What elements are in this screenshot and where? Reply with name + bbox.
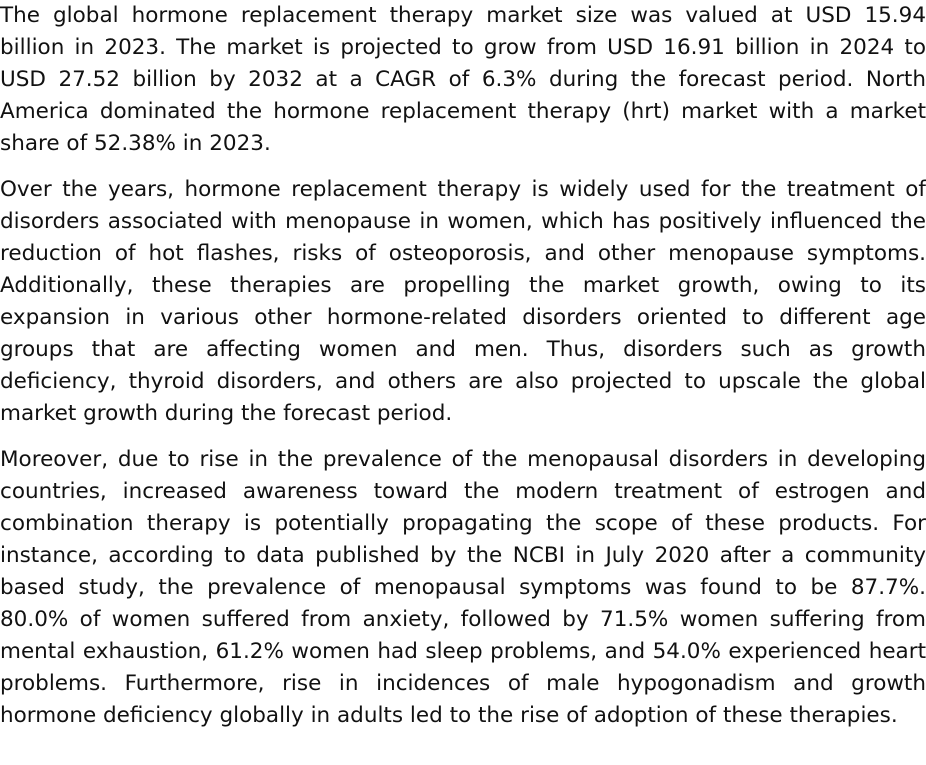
paragraph-prevalence: Moreover, due to rise in the prevalence of the menopausal disorders in developing countries, increased awareness toward the modern treatment of estrogen and combination therapy is potentially propagating the scope of these products. For instance, according to data published by the NCBI in July 2020 after a community based study, the prevalence of menopausal symptoms was found to be 87.7%. 80.0% of women suffered from anxiety, followed by 71.5% women suffering from mental exhaustion, 61.2% women had sleep problems, and 54.0% experienced heart problems. Furthermore, rise in incidences of male hypogonadism and growth hormone deficiency globally in adults led to the rise of adoption of these therapies. (0, 447, 926, 728)
paragraph-menopause-treatment: Over the years, hormone replacement therapy is widely used for the treatment of disorders associated with menopause in women, which has positively influenced the reduction of hot flashes, risks of osteoporosis, and other menopause symptoms. Additionally, these therapies are propelling the market growth, owing to its expansion in various other hormone-related disorders oriented to different age groups that are affecting women and men. Thus, disorders such as growth deficiency, thyroid disorders, and others are also projected to upscale the global market growth during the forecast period. (0, 177, 926, 426)
paragraph-market-size: The global hormone replacement therapy market size was valued at USD 15.94 billion in 2023. The market is projected to grow from USD 16.91 billion in 2024 to USD 27.52 billion by 2032 at a CAGR of 6.3% during the forecast period. North America dominated the hormone replacement therapy (hrt) market with a market share of 52.38% in 2023. (0, 3, 926, 156)
